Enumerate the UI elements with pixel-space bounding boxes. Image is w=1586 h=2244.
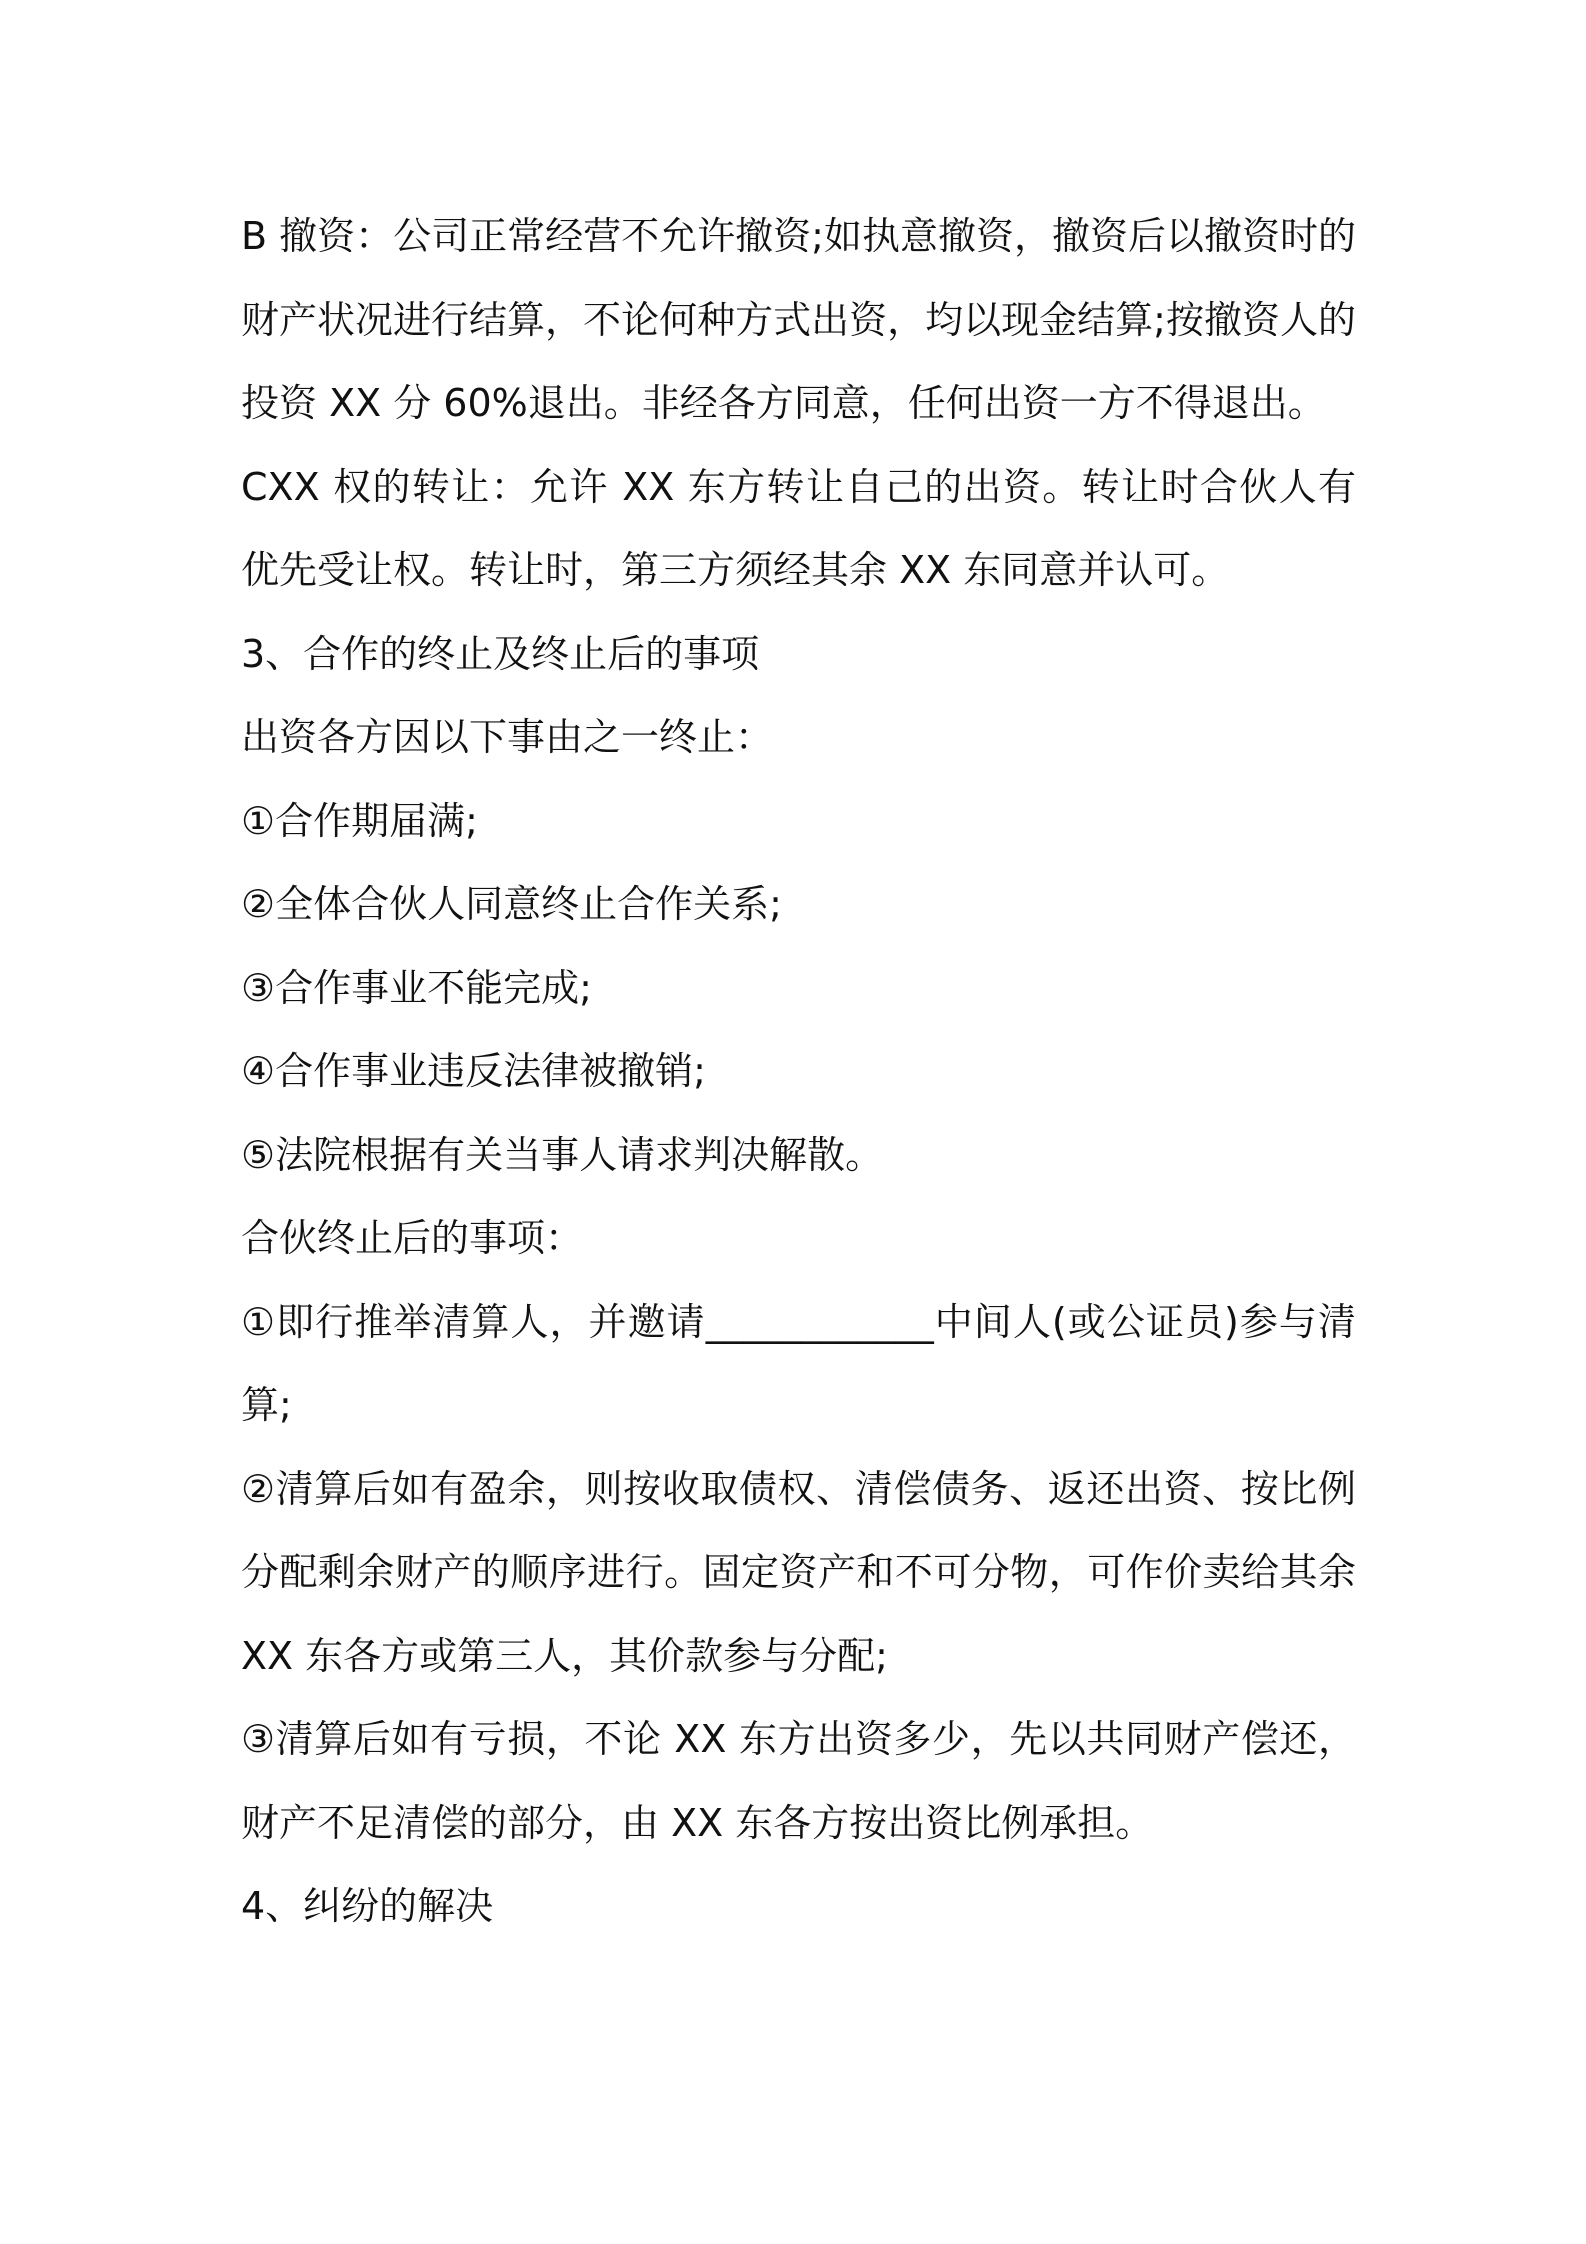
- list-item-after-termination-3: ③清算后如有亏损，不论 XX 东方出资多少，先以共同财产偿还，财产不足清偿的部分，由 XX 东各方按出资比例承担。: [241, 1717, 1356, 1845]
- list-item-after-termination-2: ②清算后如有盈余，则按收取债权、清偿债务、返还出资、按比例分配剩余财产的顺序进行。固定资产和不可分物，可作价卖给其余 XX 东各方或第三人，其价款参与分配;: [241, 1466, 1356, 1678]
- paragraph-termination-intro: 出资各方因以下事由之一终止：: [241, 715, 774, 759]
- paragraph-after-termination-intro: 合伙终止后的事项：: [241, 1216, 584, 1260]
- paragraph-share-transfer: CXX 权的转让：允许 XX 东方转让自己的出资。转让时合伙人有优先受让权。转让时，第三方须经其余 XX 东同意并认可。: [241, 464, 1356, 592]
- paragraph-withdrawal: B 撤资：公司正常经营不允许撤资;如执意撤资，撤资后以撤资时的财产状况进行结算，不论何种方式出资，均以现金结算;按撤资人的投资 XX 分 60%退出。非经各方同意，任何出资一方不得退出。: [241, 214, 1356, 425]
- list-item-termination-1: ①合作期届满;: [241, 798, 478, 843]
- section-heading-dispute: 4、纠纷的解决: [241, 1884, 494, 1928]
- list-item-termination-5: ⑤法院根据有关当事人请求判决解散。: [241, 1132, 884, 1177]
- section-heading-termination: 3、合作的终止及终止后的事项: [241, 631, 760, 676]
- list-item-termination-2: ②全体合伙人同意终止合作关系;: [241, 882, 782, 926]
- list-item-after-termination-1: ①即行推举清算人，并邀请____________中间人(或公证员)参与清算;: [241, 1299, 1356, 1427]
- list-item-termination-3: ③合作事业不能完成;: [241, 965, 592, 1010]
- document-body: [241, 195, 1356, 1949]
- list-item-termination-4: ④合作事业违反法律被撤销;: [241, 1049, 706, 1093]
